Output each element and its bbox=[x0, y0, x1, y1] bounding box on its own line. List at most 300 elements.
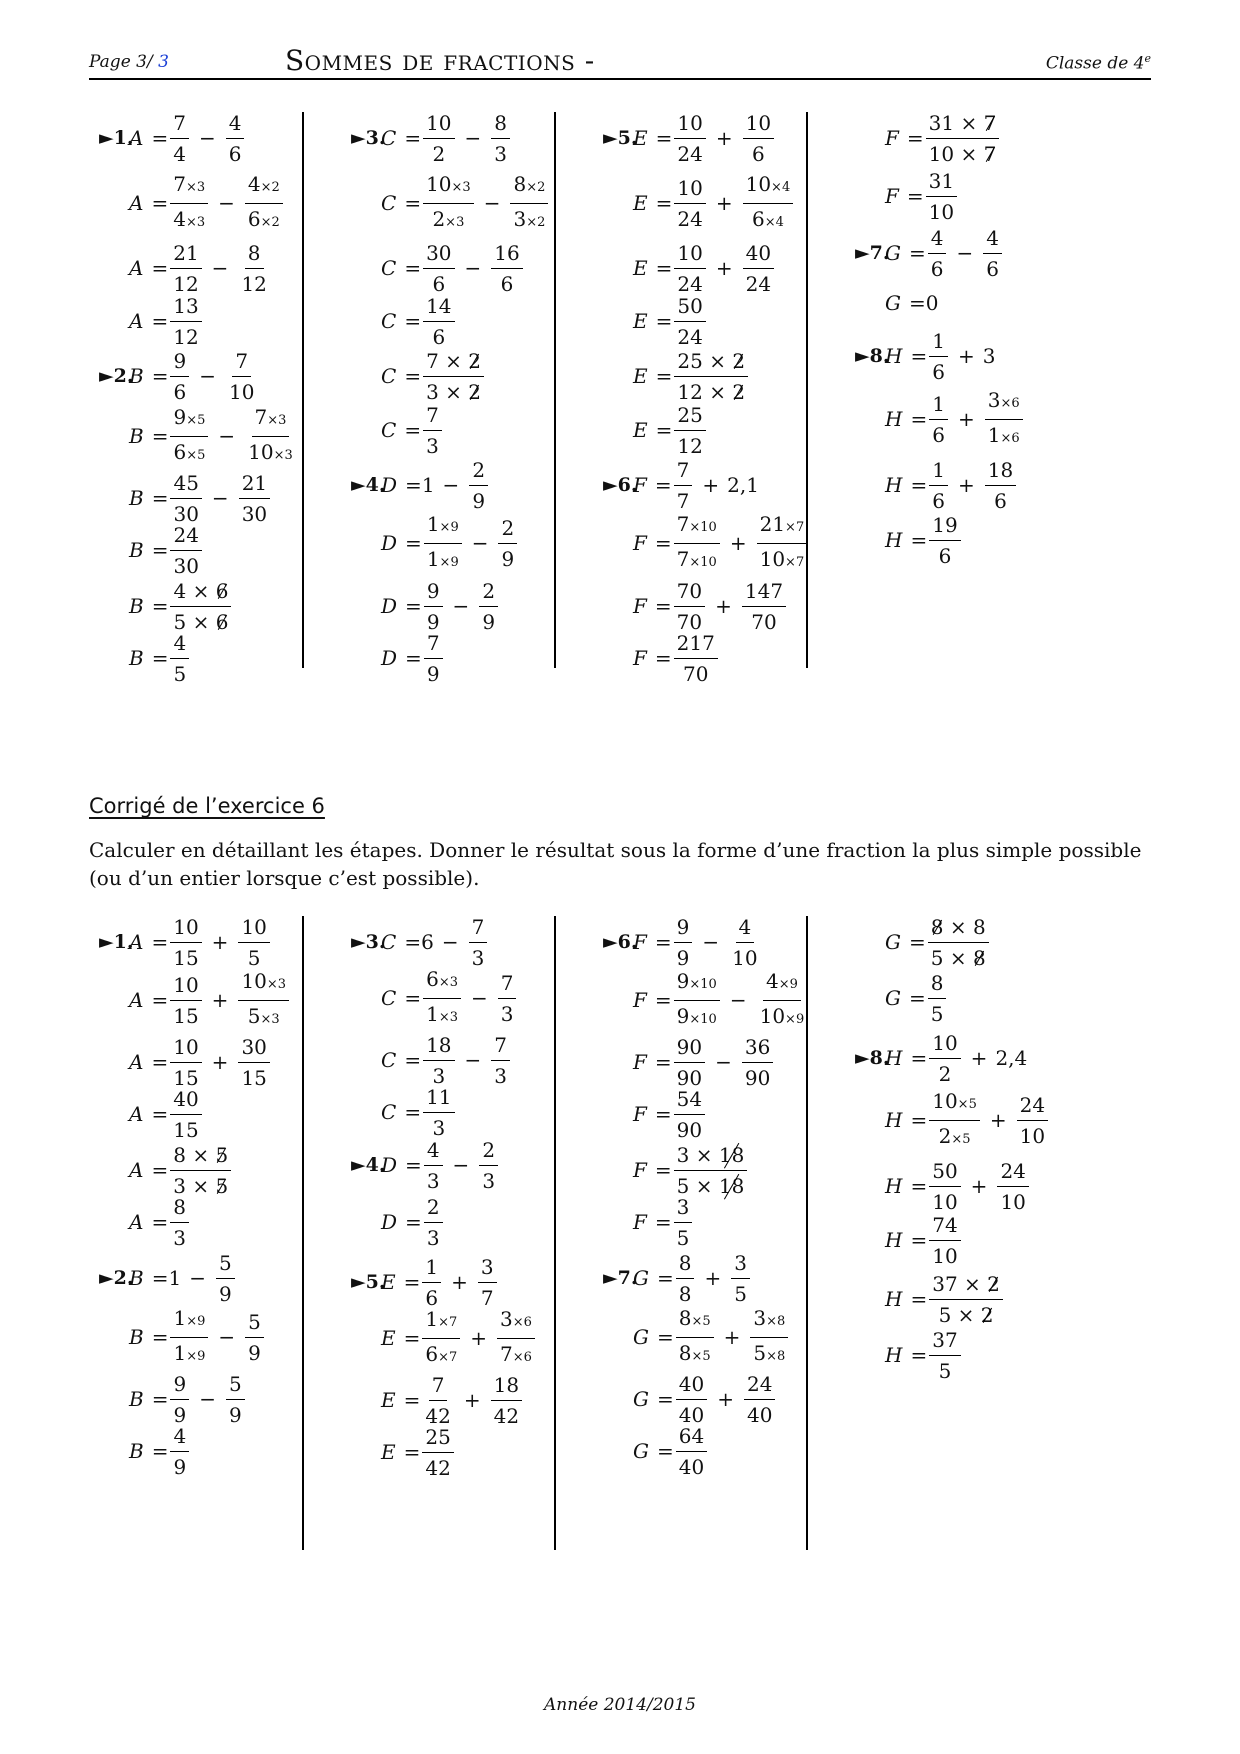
equation bbox=[885, 1159, 1031, 1214]
numerator: 40 bbox=[743, 241, 774, 269]
equals-sign: = bbox=[404, 930, 422, 954]
equation bbox=[129, 241, 272, 296]
fraction bbox=[743, 241, 774, 296]
denominator: 12 × 2 bbox=[677, 379, 746, 404]
calculation-step bbox=[845, 277, 1075, 329]
calculation-step bbox=[593, 1252, 823, 1304]
numerator: 4 bbox=[424, 1138, 443, 1166]
operator: + bbox=[957, 407, 975, 431]
numerator: 4 × 6 bbox=[170, 579, 231, 607]
calculation-step bbox=[593, 171, 823, 231]
equation bbox=[381, 111, 512, 166]
numerator: 24 bbox=[744, 1372, 775, 1400]
equals-sign: = bbox=[151, 594, 169, 618]
multiplier-subscript: ×7 bbox=[438, 1314, 458, 1330]
equals-sign: = bbox=[656, 1325, 674, 1349]
numerator: 7 bbox=[232, 349, 251, 377]
fraction bbox=[929, 1089, 980, 1152]
denominator: 24 bbox=[677, 271, 703, 296]
denominator: 10 bbox=[932, 1243, 958, 1268]
class-sup: e bbox=[1144, 52, 1151, 65]
equation bbox=[633, 241, 776, 296]
equation bbox=[129, 1306, 266, 1369]
numerator: 37 bbox=[929, 1328, 960, 1356]
multiplier-subscript: ×7 bbox=[785, 519, 805, 535]
fraction bbox=[245, 405, 296, 468]
numerator: 3 × 18 bbox=[674, 1143, 748, 1171]
calculation-step bbox=[341, 404, 571, 456]
numerator: 4 bbox=[736, 915, 755, 943]
operator: − bbox=[441, 930, 459, 954]
variable-name: H bbox=[885, 1108, 903, 1132]
fraction bbox=[170, 523, 201, 578]
equation bbox=[381, 294, 457, 349]
denominator: 1×9 bbox=[426, 546, 459, 571]
multiplier-subscript: ×9 bbox=[439, 519, 459, 535]
fraction bbox=[479, 579, 498, 634]
fraction bbox=[423, 294, 454, 349]
denominator: 9 bbox=[472, 488, 486, 513]
calculation-step bbox=[845, 459, 1075, 511]
calculation-step bbox=[341, 112, 571, 164]
fraction bbox=[676, 1424, 707, 1479]
cancelled-factor: 18 bbox=[718, 1173, 745, 1198]
equals-sign: = bbox=[404, 126, 422, 150]
variable-name: C bbox=[381, 418, 397, 442]
numerator: 6×3 bbox=[423, 967, 461, 999]
cancelled-factor: 18 bbox=[718, 1142, 745, 1167]
numerator: 25 bbox=[674, 403, 705, 431]
operator: − bbox=[702, 930, 720, 954]
calculation-step bbox=[341, 580, 571, 632]
variable-name: A bbox=[129, 126, 144, 150]
variable-name: D bbox=[381, 473, 398, 497]
equals-sign: = bbox=[906, 184, 924, 208]
equation bbox=[129, 405, 298, 468]
fraction bbox=[491, 1373, 522, 1428]
multiplier-subscript: ×2 bbox=[260, 214, 280, 230]
question-number: ►6. bbox=[603, 474, 638, 496]
denominator: 9 bbox=[426, 609, 440, 634]
solutions-block-previous bbox=[89, 110, 1151, 686]
numerator: 3×6 bbox=[497, 1307, 535, 1339]
variable-name: F bbox=[633, 531, 647, 555]
numerator: 10×3 bbox=[423, 172, 474, 204]
denominator: 3 × 2 bbox=[426, 379, 482, 404]
calculation-step bbox=[845, 330, 1075, 382]
denominator: 5 × 6 bbox=[173, 609, 229, 634]
numerator: 1 bbox=[929, 392, 948, 420]
fraction bbox=[757, 512, 808, 575]
equation bbox=[381, 1425, 456, 1480]
page-total-link[interactable]: 3 bbox=[158, 52, 169, 72]
fraction bbox=[674, 1143, 748, 1198]
equals-sign: = bbox=[654, 1102, 672, 1126]
calculation-step bbox=[845, 514, 1075, 566]
variable-name: C bbox=[381, 191, 397, 215]
fraction bbox=[929, 1328, 960, 1383]
numerator: 70 bbox=[674, 579, 705, 607]
equation bbox=[381, 631, 445, 686]
equation bbox=[885, 226, 1004, 281]
denominator: 9 bbox=[228, 1402, 242, 1427]
multiplier-subscript: ×9 bbox=[186, 1348, 206, 1364]
numerator: 36 bbox=[742, 1035, 773, 1063]
cancelled-factor: 6 bbox=[215, 609, 229, 634]
operator: − bbox=[218, 1325, 236, 1349]
calculation-step bbox=[341, 1426, 571, 1478]
multiplier-subscript: ×4 bbox=[764, 214, 784, 230]
solution-column bbox=[845, 112, 1127, 668]
numerator: 9×10 bbox=[674, 969, 720, 1001]
equals-sign: = bbox=[656, 1387, 674, 1411]
equation bbox=[633, 1087, 707, 1142]
numerator: 10×5 bbox=[929, 1089, 980, 1121]
operator: + bbox=[211, 988, 229, 1012]
page-number bbox=[89, 52, 169, 72]
fraction bbox=[985, 388, 1023, 451]
numerator: 10 bbox=[674, 241, 705, 269]
numerator: 4 bbox=[226, 111, 245, 139]
equation bbox=[129, 349, 259, 404]
calculation-step bbox=[845, 1088, 1075, 1148]
numerator: 21×7 bbox=[757, 512, 808, 544]
numerator: 8 bbox=[676, 1251, 695, 1279]
operator: + bbox=[957, 344, 975, 368]
fraction bbox=[170, 1372, 189, 1427]
calculation-step bbox=[593, 1196, 823, 1248]
exercise-title: Corrigé de l’exercice 6 bbox=[89, 794, 325, 818]
denominator: 30 bbox=[173, 501, 199, 526]
page-footer: Année 2014/2015 bbox=[544, 1695, 696, 1715]
numerator: 21 bbox=[239, 471, 270, 499]
denominator: 5×3 bbox=[247, 1003, 280, 1028]
calculation-step bbox=[89, 1088, 319, 1140]
equals-sign: = bbox=[655, 191, 673, 215]
multiplier-subscript: ×6 bbox=[512, 1349, 532, 1365]
variable-name: A bbox=[129, 1102, 144, 1126]
multiplier-subscript: ×5 bbox=[186, 412, 206, 428]
variable-name: H bbox=[885, 407, 903, 431]
equation bbox=[633, 1372, 777, 1427]
fraction bbox=[929, 1159, 960, 1214]
equals-sign: = bbox=[151, 1439, 169, 1463]
variable-name: C bbox=[381, 126, 397, 150]
equation bbox=[381, 1307, 537, 1370]
variable-name: F bbox=[885, 184, 899, 208]
denominator: 30 bbox=[173, 553, 199, 578]
multiplier-subscript: ×3 bbox=[185, 179, 206, 195]
equation bbox=[381, 1033, 512, 1088]
operator: + bbox=[715, 594, 732, 618]
variable-name: C bbox=[381, 986, 397, 1010]
fraction bbox=[929, 329, 948, 384]
equals-sign: = bbox=[151, 538, 169, 562]
variable-name: A bbox=[129, 1210, 144, 1234]
numerator: 8×5 bbox=[676, 1306, 714, 1338]
numerator: 74 bbox=[929, 1213, 960, 1241]
equals-sign: = bbox=[908, 930, 926, 954]
denominator: 1×3 bbox=[426, 1001, 458, 1026]
numerator: 3 bbox=[674, 1195, 693, 1223]
equals-sign: = bbox=[403, 1326, 421, 1350]
multiplier-subscript: ×3 bbox=[266, 976, 287, 992]
calculation-step bbox=[341, 1306, 571, 1366]
equals-sign: = bbox=[656, 1266, 674, 1290]
denominator: 2 bbox=[432, 141, 446, 166]
number: 0 bbox=[925, 291, 939, 315]
denominator: 24 bbox=[677, 141, 703, 166]
denominator: 5 bbox=[247, 945, 261, 970]
fraction bbox=[674, 458, 693, 513]
fraction bbox=[423, 1033, 454, 1088]
numerator: 8 bbox=[928, 971, 947, 999]
equals-sign: = bbox=[404, 1100, 422, 1124]
cancelled-factor: 2 bbox=[987, 1271, 1000, 1296]
number: 1 bbox=[168, 1266, 182, 1290]
denominator: 3 bbox=[471, 945, 485, 970]
equals-sign: = bbox=[151, 486, 169, 510]
denominator: 30 bbox=[241, 501, 268, 526]
numerator: 3×8 bbox=[750, 1306, 788, 1338]
question-number: ►4. bbox=[351, 474, 386, 496]
operator: − bbox=[471, 531, 489, 555]
numerator: 1 bbox=[422, 1255, 441, 1283]
numerator: 7×10 bbox=[674, 512, 720, 544]
fraction bbox=[676, 1251, 695, 1306]
operator: + bbox=[715, 126, 733, 150]
fraction bbox=[742, 1035, 773, 1090]
denominator: 90 bbox=[744, 1065, 771, 1090]
calculation-step bbox=[845, 112, 1075, 164]
numerator: 9 bbox=[170, 1372, 189, 1400]
cancelled-factor: 2 bbox=[980, 1302, 994, 1327]
equation bbox=[381, 1373, 524, 1428]
equation bbox=[381, 1138, 500, 1193]
numerator: 8 × 5 bbox=[170, 1143, 231, 1171]
fraction bbox=[170, 405, 208, 468]
numerator: 24 bbox=[170, 523, 201, 551]
equation bbox=[633, 349, 750, 404]
denominator: 10 bbox=[228, 379, 255, 404]
operator: − bbox=[211, 486, 229, 510]
cancelled-factor: 5 bbox=[215, 1173, 229, 1198]
multiplier-subscript: ×5 bbox=[186, 447, 206, 463]
fraction bbox=[238, 915, 269, 970]
fraction bbox=[928, 915, 989, 970]
fraction bbox=[674, 1087, 705, 1142]
denominator: 3 bbox=[432, 1063, 446, 1088]
fraction bbox=[478, 1255, 497, 1310]
equals-sign: = bbox=[908, 986, 926, 1010]
calculation-step bbox=[593, 968, 823, 1028]
denominator: 6×4 bbox=[751, 206, 784, 231]
fraction bbox=[423, 1085, 454, 1140]
denominator: 12 bbox=[173, 324, 199, 349]
variable-name: F bbox=[633, 988, 647, 1012]
numerator: 1×9 bbox=[170, 1306, 208, 1338]
variable-name: E bbox=[633, 256, 648, 280]
fraction bbox=[170, 973, 201, 1028]
fraction bbox=[226, 111, 245, 166]
calculation-step bbox=[845, 170, 1075, 222]
equals-sign: = bbox=[908, 241, 926, 265]
numerator: 50 bbox=[674, 294, 705, 322]
numerator: 3×6 bbox=[985, 388, 1023, 420]
multiplier-subscript: ×2 bbox=[526, 179, 546, 195]
variable-name: F bbox=[633, 1050, 647, 1074]
fraction bbox=[510, 172, 548, 235]
fraction bbox=[674, 915, 693, 970]
calculation-step bbox=[89, 580, 319, 632]
numerator: 2 bbox=[469, 458, 488, 486]
numerator: 10 bbox=[238, 915, 269, 943]
solution-column bbox=[845, 916, 1127, 1550]
fraction bbox=[742, 579, 786, 634]
operator: + bbox=[463, 1388, 481, 1412]
denominator: 6 bbox=[432, 271, 446, 296]
fraction bbox=[245, 1310, 264, 1365]
fraction bbox=[245, 172, 283, 235]
calculation-step bbox=[845, 916, 1075, 968]
denominator: 15 bbox=[173, 945, 199, 970]
equals-sign: = bbox=[405, 1210, 422, 1234]
calculation-step bbox=[341, 1374, 571, 1426]
numerator: 13 bbox=[170, 294, 201, 322]
variable-name: H bbox=[885, 1228, 903, 1252]
numerator: 11 bbox=[423, 1085, 454, 1113]
denominator: 10 bbox=[1000, 1189, 1026, 1214]
variable-name: D bbox=[381, 531, 398, 555]
multiplier-subscript: ×9 bbox=[439, 554, 459, 570]
calculation-step bbox=[89, 1425, 319, 1477]
class-text: Classe de 4 bbox=[1045, 53, 1145, 74]
equals-sign: = bbox=[654, 988, 672, 1012]
operator: + bbox=[702, 473, 720, 497]
denominator: 9 bbox=[173, 1402, 187, 1427]
denominator: 12 bbox=[241, 271, 267, 296]
variable-name: H bbox=[885, 1174, 903, 1198]
fraction bbox=[498, 971, 517, 1026]
calculation-step bbox=[89, 350, 319, 402]
operator: − bbox=[483, 191, 501, 215]
denominator: 40 bbox=[678, 1454, 705, 1479]
variable-name: F bbox=[633, 1102, 647, 1126]
equals-sign: = bbox=[404, 1048, 422, 1072]
equals-sign: = bbox=[151, 191, 169, 215]
numerator: 30 bbox=[238, 1035, 269, 1063]
numerator: 21 bbox=[170, 241, 201, 269]
denominator: 6 bbox=[432, 324, 446, 349]
variable-name: A bbox=[129, 1158, 144, 1182]
denominator: 1×6 bbox=[987, 422, 1020, 447]
equation bbox=[129, 1195, 191, 1250]
fraction bbox=[1017, 1093, 1048, 1148]
equation bbox=[633, 631, 720, 686]
variable-name: B bbox=[129, 646, 144, 670]
denominator: 10×9 bbox=[759, 1003, 805, 1028]
cancelled-factor: 8 bbox=[972, 945, 986, 970]
variable-name: A bbox=[129, 1050, 144, 1074]
equation bbox=[129, 579, 233, 634]
equation bbox=[885, 111, 1001, 166]
calculation-step bbox=[593, 1036, 823, 1088]
solution-column bbox=[89, 110, 371, 686]
equation bbox=[129, 471, 272, 526]
operator: + bbox=[970, 1174, 988, 1198]
number: 2,1 bbox=[727, 473, 759, 497]
multiplier-subscript: ×10 bbox=[689, 554, 717, 570]
denominator: 10×3 bbox=[248, 439, 293, 464]
operator: − bbox=[452, 1153, 470, 1177]
equation bbox=[633, 111, 776, 166]
equation bbox=[129, 523, 204, 578]
page-title: Sommes de fractions - bbox=[285, 44, 595, 77]
fraction bbox=[750, 1306, 788, 1369]
equals-sign: = bbox=[654, 1050, 672, 1074]
operator: − bbox=[199, 1387, 216, 1411]
variable-name: G bbox=[633, 1439, 649, 1463]
fraction bbox=[424, 1138, 443, 1193]
denominator: 15 bbox=[173, 1065, 199, 1090]
numerator: 10 bbox=[674, 111, 705, 139]
variable-name: G bbox=[633, 1266, 649, 1290]
variable-name: E bbox=[381, 1388, 396, 1412]
fraction bbox=[423, 241, 454, 296]
cancelled-factor: 2 bbox=[732, 348, 746, 373]
denominator: 3 bbox=[482, 1168, 496, 1193]
calculation-step bbox=[89, 242, 319, 294]
calculation-step bbox=[89, 1373, 319, 1425]
solution-column bbox=[341, 916, 623, 1550]
equals-sign: = bbox=[151, 364, 169, 388]
numerator: 10 bbox=[423, 111, 454, 139]
operator: − bbox=[199, 364, 216, 388]
denominator: 6 bbox=[938, 543, 952, 568]
equals-sign: = bbox=[910, 344, 928, 368]
fraction bbox=[422, 1307, 460, 1370]
denominator: 6 bbox=[425, 1285, 439, 1310]
cancelled-factor: 2 bbox=[468, 348, 482, 373]
solution-column bbox=[593, 110, 875, 686]
fraction bbox=[926, 169, 957, 224]
equals-sign: = bbox=[403, 1270, 421, 1294]
fraction bbox=[743, 111, 774, 166]
numerator: 1×9 bbox=[424, 512, 462, 544]
question-number: ►3. bbox=[351, 931, 386, 953]
equation bbox=[633, 403, 708, 458]
multiplier-subscript: ×4 bbox=[771, 179, 791, 195]
calculation-step bbox=[341, 1139, 571, 1191]
equation bbox=[381, 349, 486, 404]
equals-sign: = bbox=[404, 256, 422, 280]
multiplier-subscript: ×3 bbox=[273, 447, 293, 463]
fraction bbox=[926, 111, 1000, 166]
denominator: 9 bbox=[173, 1454, 187, 1479]
calculation-step bbox=[89, 171, 319, 231]
numerator: 9 bbox=[170, 349, 189, 377]
variable-name: C bbox=[381, 1048, 397, 1072]
solution-column bbox=[89, 916, 371, 1550]
denominator: 2×5 bbox=[938, 1123, 971, 1148]
denominator: 3 bbox=[426, 1225, 440, 1250]
equation bbox=[885, 329, 995, 384]
multiplier-subscript: ×8 bbox=[766, 1348, 786, 1364]
variable-name: C bbox=[381, 309, 397, 333]
fraction bbox=[731, 1251, 750, 1306]
operator: − bbox=[218, 424, 236, 448]
equals-sign: = bbox=[910, 1046, 928, 1070]
